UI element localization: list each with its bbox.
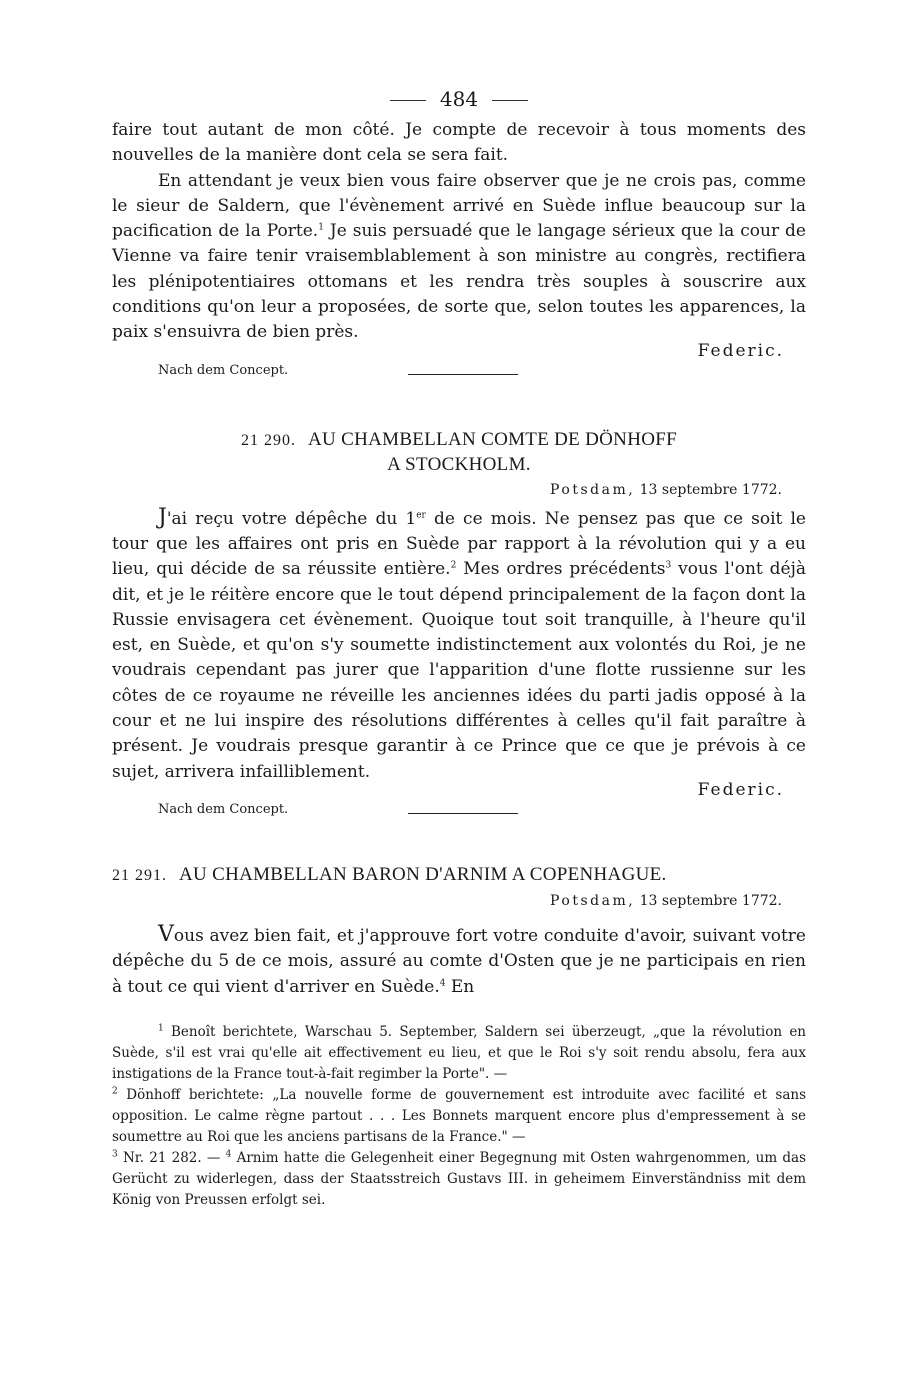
letter-title-21291: AU CHAMBELLAN BARON D'ARNIM A COPENHAGUE. bbox=[179, 863, 667, 885]
signature-1: Federic. bbox=[697, 340, 784, 361]
letter-body-21290 bbox=[112, 505, 806, 785]
page-number bbox=[112, 84, 806, 114]
footnote-number-1: 1 bbox=[158, 1023, 164, 1034]
footnote-3: Nr. 21 282. — bbox=[117, 1149, 221, 1166]
dateline-21291 bbox=[112, 890, 806, 912]
letter-heading-21290-line2: A STOCKHOLM. bbox=[387, 453, 531, 475]
continuation-text-a: En attendant je veux bien vous faire observer que je ne crois pas, comme le sieur de Saldern, que l'évènement arrivé en Suède influe beaucoup sur la pacification de la Porte. bbox=[112, 170, 806, 242]
footnote-ref-1: 1 bbox=[318, 222, 324, 233]
footnote-4: Arnim hatte die Gelegenheit einer Begegnung mit Osten wahrgenommen, um das Gerücht zu widerlegen, dass der Staatsstreich Gustavs III. in geheimem Einverständniss mit dem König von Preussen erfolgt sei. bbox=[112, 1149, 806, 1208]
dateline-place: Potsdam, bbox=[550, 481, 636, 498]
footnote-ref-2: 2 bbox=[450, 560, 457, 571]
dateline-21290 bbox=[112, 479, 806, 501]
letter-number-21290: 21 290. bbox=[241, 431, 297, 449]
page bbox=[112, 84, 806, 1211]
ordinal-suffix: er bbox=[416, 510, 426, 521]
footnote-ref-4: 4 bbox=[439, 977, 446, 988]
footnote-number-2: 2 bbox=[112, 1086, 118, 1097]
continuation-text-b: Je suis persuadé que le langage sérieux que la cour de Vienne va faire tenir vraisemblablement à son ministre au congrès, rectifiera les plénipotentiaires ottomans et les rendra très souples à souscrire aux conditions qu'on leur a proposées, de sorte que, selon toutes les apparences, la paix s'ensuivra de bien près. bbox=[112, 221, 806, 343]
footnote-number-4: 4 bbox=[225, 1149, 232, 1160]
letter-heading-21290 bbox=[112, 428, 806, 453]
letter-21290-text-3: Mes ordres précédents bbox=[456, 559, 666, 580]
dateline-date: 13 septembre 1772. bbox=[639, 892, 782, 909]
page-number-dash-left bbox=[390, 100, 426, 101]
letter-heading-21291 bbox=[112, 863, 806, 888]
page-number-dash-right bbox=[492, 100, 528, 101]
footnote-1: Benoît berichtete, Warschau 5. September, Saldern sei überzeugt, „que la révolution en Suède, s'il est vrai qu'elle ait effectivement eu lieu, et que le Roi s'y soit rendu absolu, fera aux instigations de la France tout-à-fait regimber la Porte". — bbox=[112, 1023, 806, 1082]
footnotes bbox=[112, 1022, 806, 1211]
footnote-block bbox=[112, 1022, 806, 1211]
initial-letter: J bbox=[158, 504, 167, 530]
letter-body-21291 bbox=[112, 922, 806, 1000]
source-note-2 bbox=[158, 801, 806, 823]
footnote-2: Dönhoff berichtete: „La nouvelle forme de gouvernement est introduite avec facilité et sans opposition. Le calme règne partout . . . Les Bonnets marquent encore plus d'empressement à se soumettre au Roi que les anciens partisans de la France." — bbox=[112, 1086, 806, 1145]
dateline-place: Potsdam, bbox=[550, 892, 636, 909]
section-divider-1 bbox=[408, 374, 518, 375]
letter-number-21291: 21 291. bbox=[112, 866, 167, 884]
footnote-ref-3: 3 bbox=[665, 560, 672, 571]
source-note-1 bbox=[158, 362, 806, 384]
initial-letter: V bbox=[158, 921, 174, 947]
letter-21291-text-2: En bbox=[445, 976, 475, 997]
letter-21290-text-4: vous l'ont déjà dit, et je le réitère encore que le tout dépend principalement de la façon dont la Russie envisagera cet évènement. Quoique tout soit tranquille, à l'heure qu'il est, en Suède, et qu'on s'y soumette indistinctement aux volontés du Roi, je ne voudrais cependant pas jurer que l'apparition d'une flotte russienne sur les côtes de ce royaume ne réveille les anciennes idées du parti jadis opposé à la cour et ne lui inspire des résolutions différentes à celles qu'il fait paraître à présent. Je voudrais presque garantir à ce Prince que ce que je prévois à ce sujet, arrivera infailliblement. bbox=[112, 559, 807, 782]
dateline-date: 13 septembre 1772. bbox=[639, 481, 782, 498]
letter-21290-text-1: 'ai reçu votre dépêche du 1 bbox=[166, 508, 417, 529]
letter-21290-text-2: de ce mois. Ne pensez pas que ce soit le tour que les affaires ont pris en Suède par rapport à la révolution qui y a eu lieu, qui décide de sa réussite entière. bbox=[112, 508, 806, 580]
section-divider-2 bbox=[408, 813, 518, 814]
source-note-2-text: Nach dem Concept. bbox=[158, 801, 289, 817]
source-note-1-text: Nach dem Concept. bbox=[158, 362, 289, 378]
page-number-text: 484 bbox=[439, 87, 479, 111]
signature-2: Federic. bbox=[697, 779, 784, 800]
letter-title-21290-line1: AU CHAMBELLAN COMTE DE DÖNHOFF bbox=[308, 428, 677, 450]
continuation-paragraph-1: faire tout autant de mon côté. Je compte de recevoir à tous moments des nouvelles de la manière dont cela se sera fait. bbox=[112, 120, 806, 166]
footnote-number-3: 3 bbox=[112, 1149, 118, 1160]
letter-21291-text-1: ous avez bien fait, et j'approuve fort votre conduite d'avoir, suivant votre dépêche du 5 de ce mois, assuré au comte d'Osten que je ne participais en rien à tout ce qui vient d'arriver en Suède. bbox=[112, 925, 806, 997]
continuation-paragraph-2 bbox=[112, 169, 806, 346]
